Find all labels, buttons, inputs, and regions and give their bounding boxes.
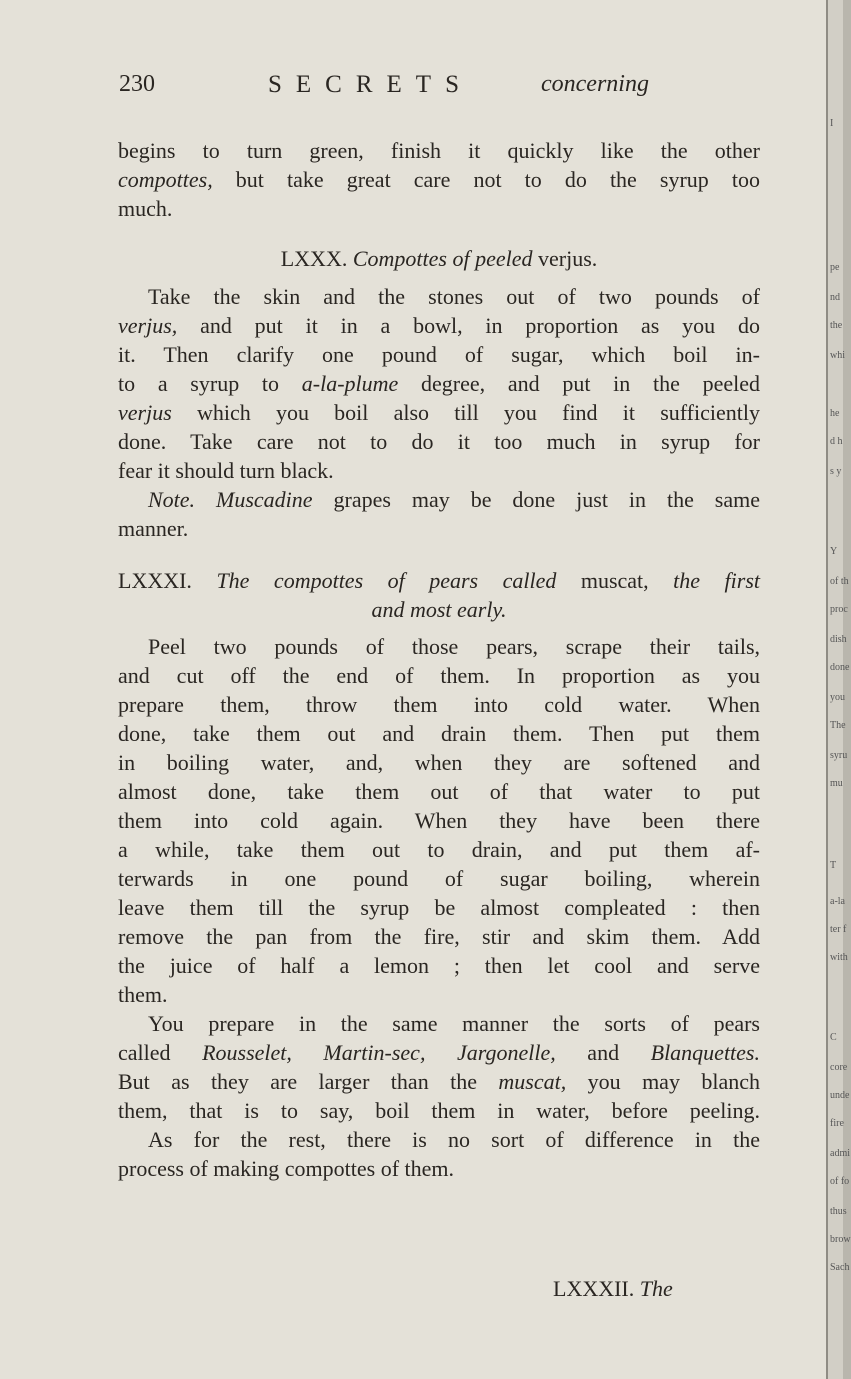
text-line: in boiling water, and, when they are softened and xyxy=(118,750,760,775)
fragment: mu xyxy=(830,778,843,789)
fragment: core xyxy=(830,1062,848,1073)
fragment: whi xyxy=(830,350,845,361)
fragment: ter f xyxy=(830,924,847,935)
running-title-italic: concerning xyxy=(541,71,649,97)
section-heading-lxxxi: LXXXI. The compottes of pears called muscat, the first xyxy=(118,568,760,593)
fragment: brow xyxy=(830,1234,851,1245)
fragment: the xyxy=(830,320,843,331)
text-line: compottes, but take great care not to do the syrup too xyxy=(118,167,760,192)
section-heading-lxxxi-line2: and most early. xyxy=(371,597,507,622)
fragment: dish xyxy=(830,634,847,645)
text-line: verjus which you boil also till you find it sufficiently xyxy=(118,400,760,425)
text-line: a while, take them out to drain, and put them af- xyxy=(118,837,760,862)
fragment: proc xyxy=(830,604,848,615)
fragment: nd xyxy=(830,292,840,303)
text-line: the juice of half a lemon ; then let cool and serve xyxy=(118,953,760,978)
fragment: C xyxy=(830,1032,837,1043)
adjacent-page-edge xyxy=(826,0,851,1379)
fragment: pe xyxy=(830,262,840,273)
fragment: I xyxy=(830,118,834,129)
text-line: them into cold again. When they have been there xyxy=(118,808,760,833)
note-line: manner. xyxy=(118,516,189,541)
text-line: leave them till the syrup be almost compleated : then xyxy=(118,895,760,920)
fragment: he xyxy=(830,408,840,419)
text-line: them. xyxy=(118,982,168,1007)
fragment: Y xyxy=(830,546,838,557)
text-line: But as they are larger than the muscat, you may blanch xyxy=(118,1069,760,1094)
running-title: SECRETS xyxy=(268,71,473,98)
text-line: terwards in one pound of sugar boiling, wherein xyxy=(118,866,760,891)
text-line: remove the pan from the fire, stir and skim them. Add xyxy=(118,924,760,949)
fragment: d h xyxy=(830,436,843,447)
fragment: syru xyxy=(830,750,848,761)
text-line: process of making compottes of them. xyxy=(118,1156,455,1181)
text-line: fear it should turn black. xyxy=(118,458,334,483)
text-line: and cut off the end of them. In proportion as you xyxy=(118,663,760,688)
catchword: LXXXII. The xyxy=(553,1276,673,1301)
text-line: Peel two pounds of those pears, scrape their tails, xyxy=(148,634,760,659)
fragment: fire xyxy=(830,1118,844,1129)
note-line: Note. Muscadine grapes may be done just in the same xyxy=(148,487,760,512)
fragment: of th xyxy=(830,576,849,587)
fragment: Sach xyxy=(830,1262,850,1273)
section-heading-lxxx: LXXX. Compottes of peeled verjus. xyxy=(280,246,598,271)
text-line: verjus, and put it in a bowl, in proportion as you do xyxy=(118,313,760,338)
fragment: thus xyxy=(830,1206,847,1217)
text-line: them, that is to say, boil them in water, before peeling. xyxy=(118,1098,760,1123)
fragment: done xyxy=(830,662,850,673)
text-line: it. Then clarify one pound of sugar, which boil in- xyxy=(118,342,760,367)
fragment: a-la xyxy=(830,896,845,907)
fragment: admi xyxy=(830,1148,850,1159)
fragment: you xyxy=(830,692,845,703)
text-line: done. Take care not to do it too much in syrup for xyxy=(118,429,760,454)
fragment: unde xyxy=(830,1090,850,1101)
fragment: T xyxy=(830,860,837,871)
fragment: of fo xyxy=(830,1176,850,1187)
text-line: prepare them, throw them into cold water. When xyxy=(118,692,760,717)
page-number: 230 xyxy=(119,71,155,97)
text-line: to a syrup to a-la-plume degree, and put in the peeled xyxy=(118,371,760,396)
text-line: begins to turn green, finish it quickly like the other xyxy=(118,138,760,163)
text-line: called Rousselet, Martin-sec, Jargonelle, and Blanquettes. xyxy=(118,1040,760,1065)
text-line: As for the rest, there is no sort of difference in the xyxy=(148,1127,760,1152)
text-line: Take the skin and the stones out of two pounds of xyxy=(148,284,760,309)
text-line: much. xyxy=(118,196,173,221)
fragment: with xyxy=(830,952,848,963)
text-line: You prepare in the same manner the sorts of pears xyxy=(148,1011,760,1036)
fragment: The xyxy=(830,720,846,731)
text-line: almost done, take them out of that water to put xyxy=(118,779,760,804)
fragment: s y xyxy=(830,466,842,477)
text-line: done, take them out and drain them. Then put them xyxy=(118,721,760,746)
